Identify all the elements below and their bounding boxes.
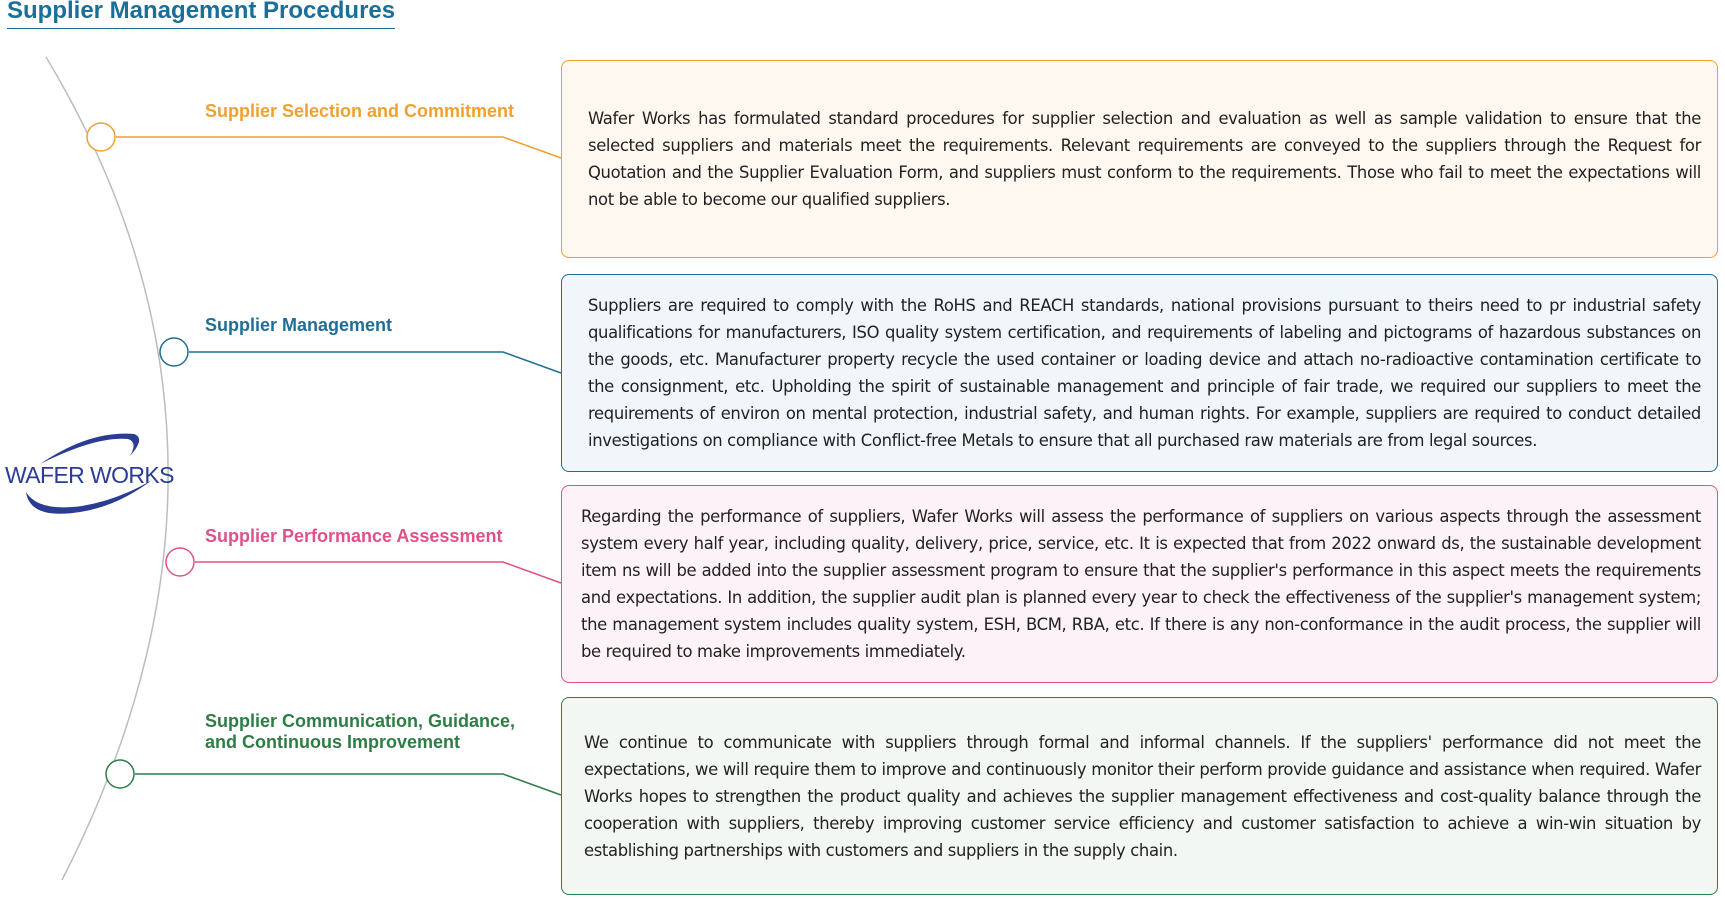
step-label-selection: Supplier Selection and Commitment xyxy=(205,101,515,121)
wafer-works-logo xyxy=(0,428,174,522)
step-box-communication xyxy=(561,697,1718,895)
step-text-performance: Regarding the performance of suppliers, Wafer Works will assess the performance of suppliers on various aspects through the assessment system every half year, including quality, delivery, price, service, etc. It is expected that from 2022 onward ds, the sustainable development item ns will be added into the supplier assessment program to ensure that the supplier's performance in this aspect meets the requirements and expectations. In addition, the supplier audit plan is planned every year to check the effectiveness of the supplier's management system; the management system includes quality system, ESH, BCM, RBA, etc. If there is any non-conformance in the audit process, the supplier will be required to make improvements immediately. xyxy=(581,507,1701,661)
step-label-management: Supplier Management xyxy=(205,315,393,335)
connector-line-3 xyxy=(195,562,561,583)
timeline-node-2 xyxy=(160,338,188,366)
logo-text: WAFER WORKS xyxy=(5,462,174,488)
timeline-node-3 xyxy=(166,548,194,576)
timeline-node-4 xyxy=(106,760,134,788)
connector-line-2 xyxy=(189,352,561,373)
step-box-selection xyxy=(561,60,1718,258)
step-label-communication: Supplier Communication, Guidance, and Continuous Improvement xyxy=(205,711,516,752)
step-box-performance xyxy=(561,485,1718,683)
step-text-management: Suppliers are required to comply with the RoHS and REACH standards, national provisions pursuant to theirs need to pr industrial safety qualifications for manufacturers, ISO quality system certification, and requirements of labeling and pictograms of hazardous substances on the goods, etc. Manufacturer property recycle the used container or loading device and attach no-radioactive contamination certificate to the consignment, etc. Upholding the spirit of sustainable management and principle of fair trade, we required our suppliers to meet the requirements of environ on mental protection, industrial safety, and human rights. For example, suppliers are required to conduct detailed investigations on compliance with Conflict-free Metals to ensure that all purchased raw materials are from legal sources. xyxy=(588,296,1701,450)
step-box-management xyxy=(561,274,1718,472)
step-text-communication: We continue to communicate with suppliers through formal and informal channels. If the suppliers' performance did not meet the expectations, we will require them to improve and continuously monitor their perform provide guidance and assistance when required. Wafer Works hopes to strengthen the product quality and achieves the supplier management effectiveness and cost-quality balance through the cooperation with suppliers, thereby improving customer service efficiency and customer satisfaction to achieve a win-win situation by establishing partnerships with customers and suppliers in the supply chain. xyxy=(584,732,1701,860)
connector-line-1 xyxy=(116,137,561,158)
connector-line-4 xyxy=(135,774,561,795)
page-title: Supplier Management Procedures xyxy=(7,0,395,29)
step-text-selection: Wafer Works has formulated standard procedures for supplier selection and evaluation as well as sample validation to ensure that the selected suppliers and materials meet the requirements. Relevant requirements are conveyed to the suppliers through the Request for Quotation and the Supplier Evaluation Form, and suppliers must conform to the requirements. Those who fail to meet the expectations will not be able to become our qualified suppliers. xyxy=(588,109,1701,209)
step-label-performance: Supplier Performance Assessment xyxy=(205,526,503,546)
timeline-node-1 xyxy=(87,123,115,151)
